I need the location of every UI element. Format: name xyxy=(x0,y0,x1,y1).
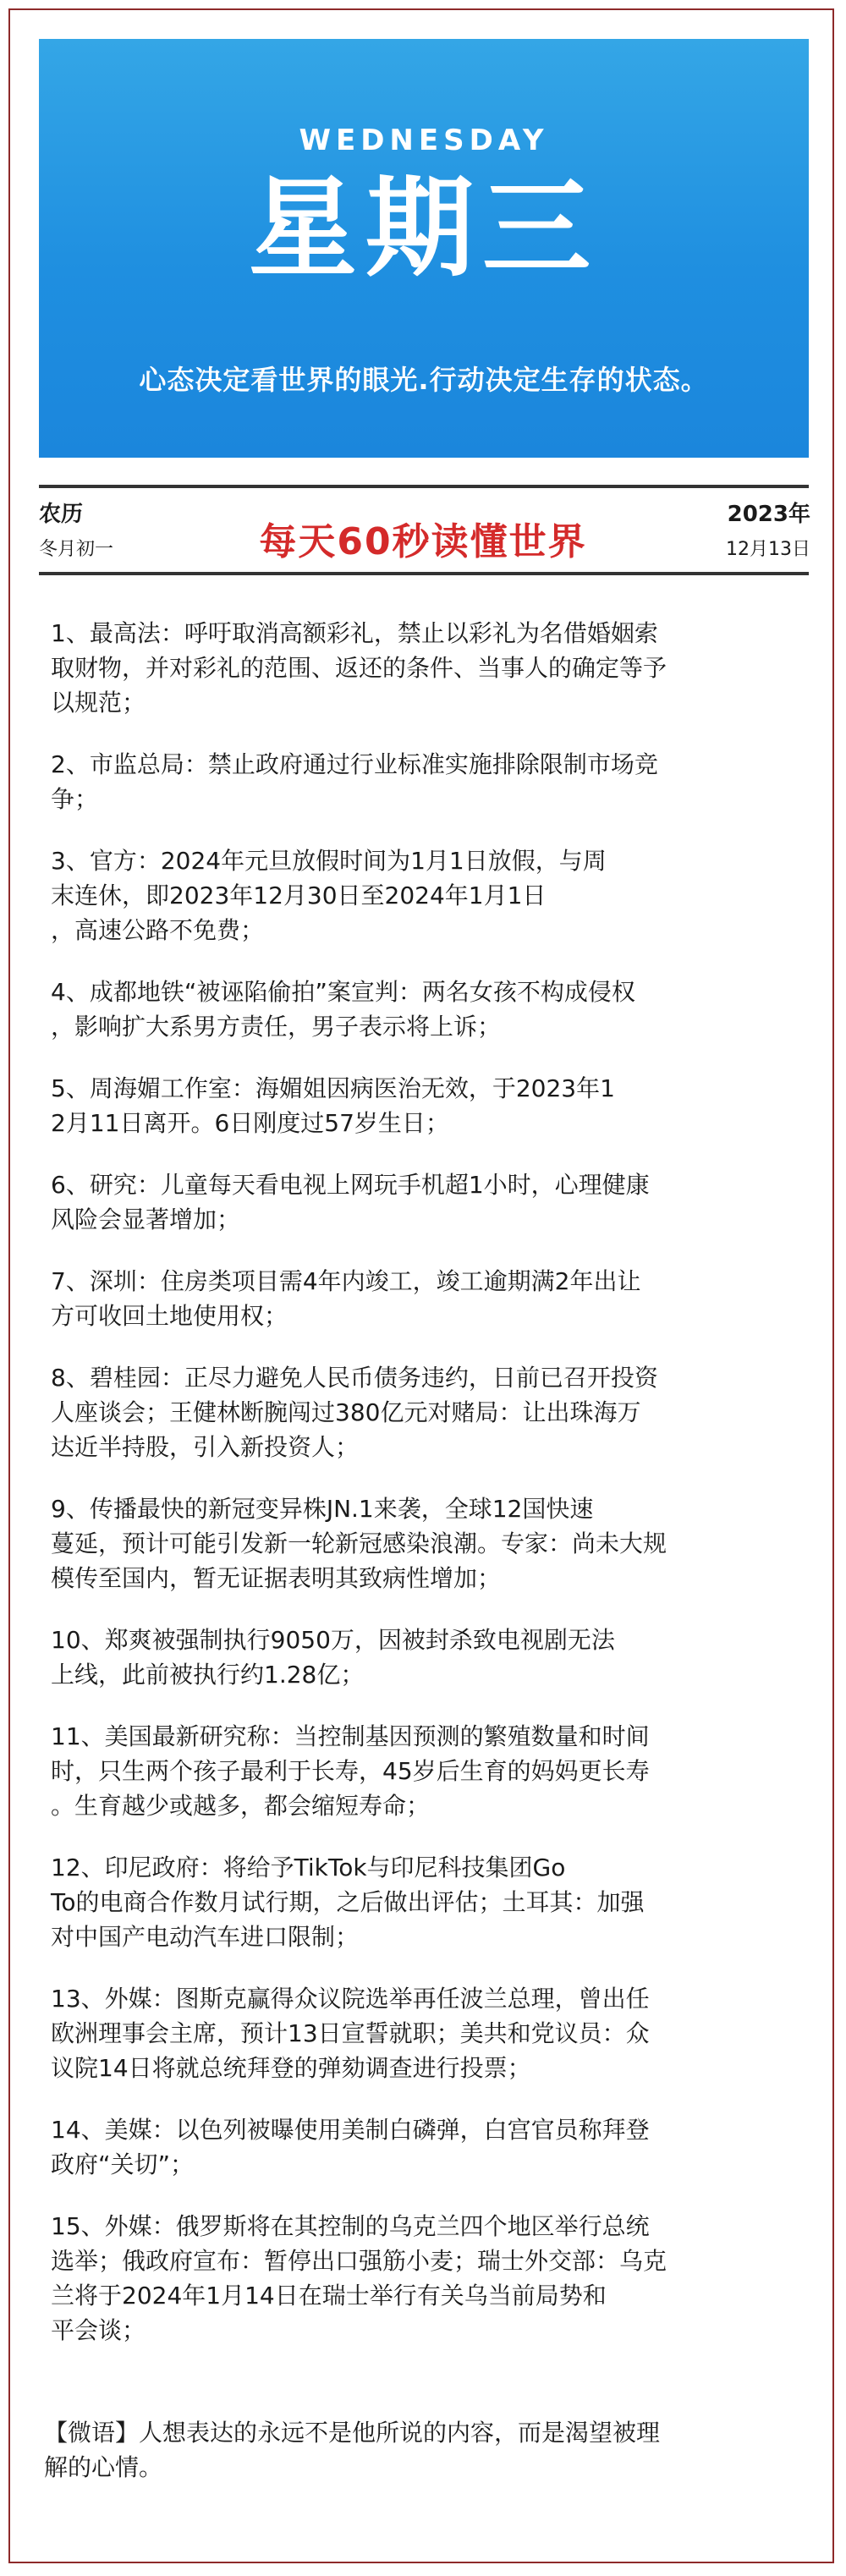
news-item: 3、官方：2024年元旦放假时间为1月1日放假，与周 末连休，即2023年12月30日至2024年1月1日 ，高速公路不免费； xyxy=(51,847,607,944)
news-item: 4、成都地铁“被诬陷偷拍”案宣判：两名女孩不构成侵权 ，影响扩大系男方责任，男子表示将上诉； xyxy=(51,978,635,1041)
weekday-banner xyxy=(39,39,809,458)
news-item: 7、深圳：住房类项目需4年内竣工，竣工逾期满2年出让 方可收回土地使用权； xyxy=(51,1267,641,1330)
news-item: 15、外媒：俄罗斯将在其控制的乌克兰四个地区举行总统 选举；俄政府宣布：暂停出口强筋小麦；瑞士外交部：乌克 兰将于2024年1月14日在瑞士举行有关乌当前局势和 平会谈； xyxy=(51,2212,667,2344)
lunar-date: 冬月初一 xyxy=(39,539,114,560)
news-item: 14、美媒：以色列被曝使用美制白磷弹，白宫官员称拜登 政府“关切”； xyxy=(51,2116,650,2178)
news-item: 8、碧桂园：正尽力避免人民币债务违约，日前已召开投资 人座谈会；王健林断腕闯过380亿元对赌局：让出珠海万 达近半持股，引入新投资人； xyxy=(51,1364,658,1461)
lunar-label: 农历 xyxy=(39,502,84,527)
banner-motto: 心态决定看世界的眼光.行动决定生存的状态。 xyxy=(139,364,709,396)
news-item: 13、外媒：图斯克赢得众议院选举再任波兰总理，曾出任 欧洲理事会主席，预计13日宣誓就职；美共和党议员：众 议院14日将就总统拜登的弹劾调查进行投票； xyxy=(51,1985,650,2082)
weekday-chinese: 星期三 xyxy=(248,166,599,292)
news-item: 10、郑爽被强制执行9050万，因被封杀致电视剧无法 上线，此前被执行约1.28亿； xyxy=(51,1626,615,1689)
page-title: 每天60秒读懂世界 xyxy=(259,520,587,563)
news-item: 11、美国最新研究称：当控制基因预测的繁殖数量和时间 时，只生两个孩子最利于长寿，45岁后生育的妈妈更长寿 。生育越少或越多，都会缩短寿命； xyxy=(51,1722,650,1820)
news-item: 1、最高法：呼吁取消高额彩礼，禁止以彩礼为名借婚姻索 取财物，并对彩礼的范围、返还的条件、当事人的确定等予 以规范； xyxy=(51,619,667,717)
daily-quote: 【微语】人想表达的永远不是他所说的内容，而是渴望被理 解的心情。 xyxy=(44,2419,661,2481)
weekday-english: WEDNESDAY xyxy=(299,124,549,157)
news-item: 6、研究：儿童每天看电视上网玩手机超1小时，心理健康 风险会显著增加； xyxy=(51,1171,650,1233)
news-item: 5、周海媚工作室：海媚姐因病医治无效，于2023年1 2月11日离开。6日刚度过57岁生日； xyxy=(51,1074,615,1137)
news-item: 9、传播最快的新冠变异株JN.1来袭，全球12国快速 蔓延，预计可能引发新一轮新冠感染浪潮。专家：尚未大规 模传至国内，暂无证据表明其致病性增加； xyxy=(51,1495,667,1592)
news-item: 2、市监总局：禁止政府通过行业标准实施排除限制市场竞 争； xyxy=(51,750,658,813)
divider-top xyxy=(39,485,809,488)
news-list xyxy=(51,616,804,2375)
date-label: 12月13日 xyxy=(726,539,810,560)
news-item: 12、印尼政府：将给予TikTok与印尼科技集团Go To的电商合作数月试行期，之后做出评估；土耳其：加强 对中国产电动汽车进口限制； xyxy=(51,1854,645,1951)
year-label: 2023年 xyxy=(727,502,810,527)
divider-bottom xyxy=(39,572,809,575)
